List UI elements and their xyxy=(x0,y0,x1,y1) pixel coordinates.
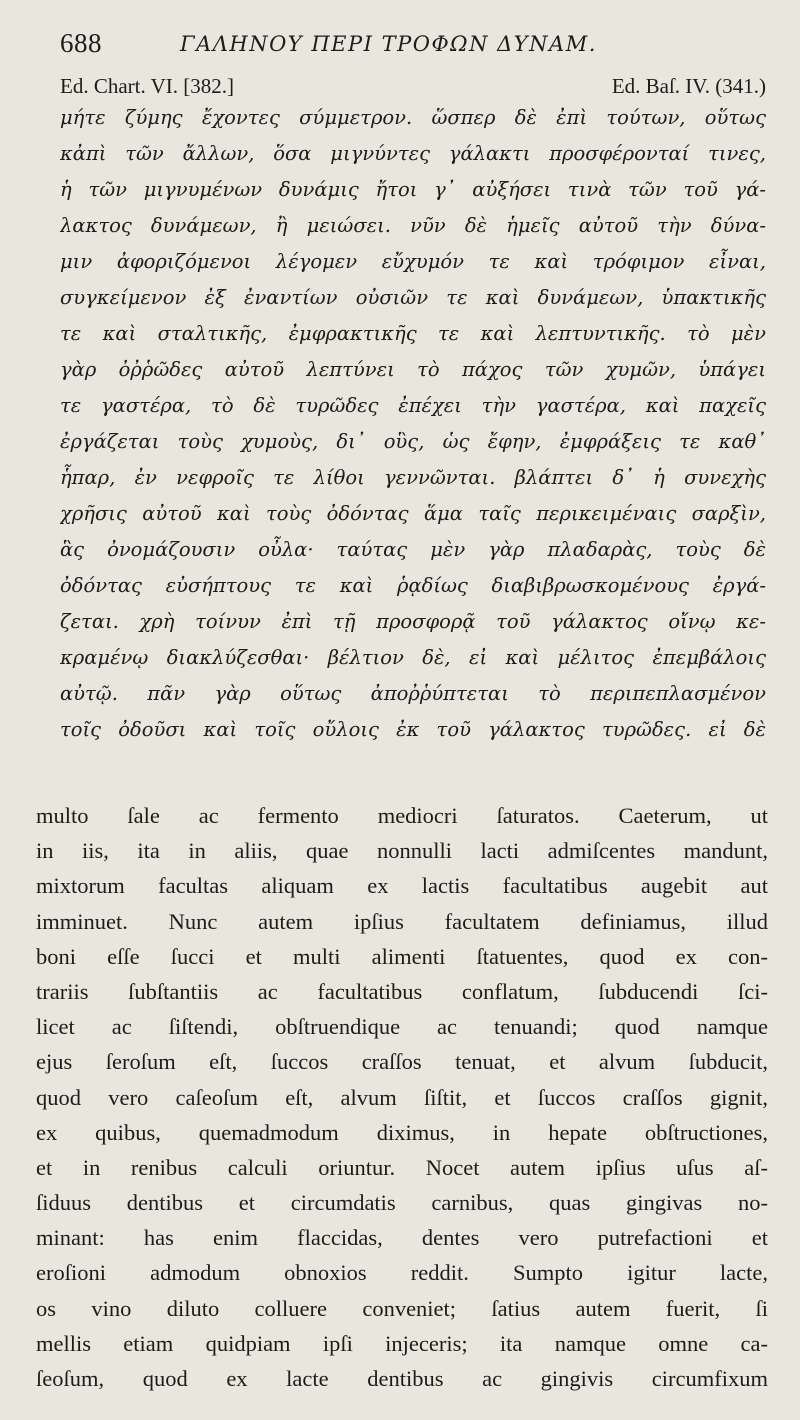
latin-text-line: ejus ſeroſum eſt, ſuccos craſſos tenuat, et alvum ſubducit, xyxy=(36,1049,768,1075)
greek-text-line: κραμένῳ διακλύζεσθαι· βέλτιον δὲ, εἰ καὶ μέλιτος ἐπεμβάλοις xyxy=(60,646,766,669)
greek-text-line: ἐργάζεται τοὺς χυμοὺς, δι᾽ οὓς, ὡς ἔφην, ἐμφράξεις τε καθ᾽ xyxy=(60,430,766,453)
page-header xyxy=(60,28,760,62)
latin-text-line: os vino diluto colluere conveniet; ſatius autem fuerit, ſi xyxy=(36,1295,768,1321)
latin-text-block xyxy=(36,798,768,1396)
greek-text-line: χρῆσις αὐτοῦ καὶ τοὺς ὀδόντας ἅμα ταῖς περικειμέναις σαρξὶν, xyxy=(60,502,766,525)
latin-text-line: eroſioni admodum obnoxios reddit. Sumpto igitur lacte, xyxy=(36,1260,768,1286)
latin-text-line: in iis, ita in aliis, quae nonnulli lacti admiſcentes mandunt, xyxy=(36,838,768,864)
latin-text-line: trariis ſubſtantiis ac facultatibus conflatum, ſubducendi ſci- xyxy=(36,978,768,1004)
running-title: ΓΑΛΗΝΟΥ ΠΕΡΙ ΤΡΟΦΩΝ ΔΥΝΑΜ. xyxy=(180,32,597,56)
greek-text-line: τοῖς ὀδοῦσι καὶ τοῖς οὔλοις ἐκ τοῦ γάλακτος τυρῶδες. εἰ δὲ xyxy=(60,718,766,741)
latin-text-line: quod vero caſeoſum eſt, alvum ſiſtit, et ſuccos craſſos gignit, xyxy=(36,1084,768,1110)
latin-text-line: ſeoſum, quod ex lacte dentibus ac gingivis circumfixum xyxy=(36,1366,768,1391)
latin-text-line: ſiduus dentibus et circumdatis carnibus, quas gingivas no- xyxy=(36,1190,768,1216)
greek-text-line: συγκείμενον ἐξ ἐναντίων οὐσιῶν τε καὶ δυνάμεων, ὑπακτικῆς xyxy=(60,286,766,309)
edition-basel-reference: Ed. Baſ. IV. (341.) xyxy=(611,74,766,98)
greek-text-line: γὰρ ὀῤῥῶδες αὐτοῦ λεπτύνει τὸ πάχος τῶν χυμῶν, ὑπάγει xyxy=(60,358,766,381)
greek-text-line: ζεται. χρὴ τοίνυν ἐπὶ τῇ προσφορᾷ τοῦ γάλακτος οἴνῳ κε- xyxy=(60,610,766,633)
greek-text-line: τε καὶ σταλτικῆς, ἐμφρακτικῆς τε καὶ λεπτυντικῆς. τὸ μὲν xyxy=(60,322,766,345)
latin-text-line: ex quibus, quemadmodum diximus, in hepate obſtructiones, xyxy=(36,1119,768,1145)
greek-text-block xyxy=(60,100,766,748)
edition-references xyxy=(60,74,766,102)
greek-text-line: ἡ τῶν μιγνυμένων δυνάμις ἤτοι γ᾽ αὐξήσει τινὰ τῶν τοῦ γά- xyxy=(60,178,766,201)
greek-text-line: λακτος δυνάμεων, ἢ μειώσει. νῦν δὲ ἡμεῖς αὐτοῦ τὴν δύνα- xyxy=(60,214,766,237)
greek-text-line: ἃς ὀνομάζουσιν οὖλα· ταύτας μὲν γὰρ πλαδαρὰς, τοὺς δὲ xyxy=(60,538,766,561)
greek-text-line: κἀπὶ τῶν ἄλλων, ὅσα μιγνύντες γάλακτι προσφέρονταί τινες, xyxy=(60,142,766,165)
latin-text-line: minant: has enim flaccidas, dentes vero putrefactioni et xyxy=(36,1225,768,1251)
greek-text-line: μήτε ζύμης ἔχοντες σύμμετρον. ὥσπερ δὲ ἐπὶ τούτων, οὕτως xyxy=(60,106,766,129)
greek-text-line: ἧπαρ, ἐν νεφροῖς τε λίθοι γεννῶνται. βλάπτει δ᾽ ἡ συνεχὴς xyxy=(60,466,766,489)
greek-text-line: τε γαστέρα, τὸ δὲ τυρῶδες ἐπέχει τὴν γαστέρα, καὶ παχεῖς xyxy=(60,394,766,417)
latin-text-line: licet ac ſiſtendi, obſtruendique ac tenuandi; quod namque xyxy=(36,1014,768,1040)
page-number: 688 xyxy=(60,28,102,58)
latin-text-line: boni eſſe ſucci et multi alimenti ſtatuentes, quod ex con- xyxy=(36,943,768,969)
latin-text-line: mellis etiam quidpiam ipſi injeceris; ita namque omne ca- xyxy=(36,1330,768,1356)
latin-text-line: imminuet. Nunc autem ipſius facultatem definiamus, illud xyxy=(36,908,768,934)
latin-text-line: et in renibus calculi oriuntur. Nocet autem ipſius uſus aſ- xyxy=(36,1154,768,1180)
latin-text-line: mixtorum facultas aliquam ex lactis facultatibus augebit aut xyxy=(36,873,768,899)
latin-text-line: multo ſale ac fermento mediocri ſaturatos. Caeterum, ut xyxy=(36,803,768,828)
greek-text-line: μιν ἀφοριζόμενοι λέγομεν εὔχυμόν τε καὶ τρόφιμον εἶναι, xyxy=(60,250,766,273)
edition-chartier-reference: Ed. Chart. VI. [382.] xyxy=(60,74,234,98)
greek-text-line: αὐτῷ. πᾶν γὰρ οὕτως ἀποῤῥύπτεται τὸ περιπεπλασμένον xyxy=(60,682,766,705)
greek-text-line: ὀδόντας εὐσήπτους τε καὶ ῥᾳδίως διαβιβρωσκομένους ἐργά- xyxy=(60,574,766,597)
